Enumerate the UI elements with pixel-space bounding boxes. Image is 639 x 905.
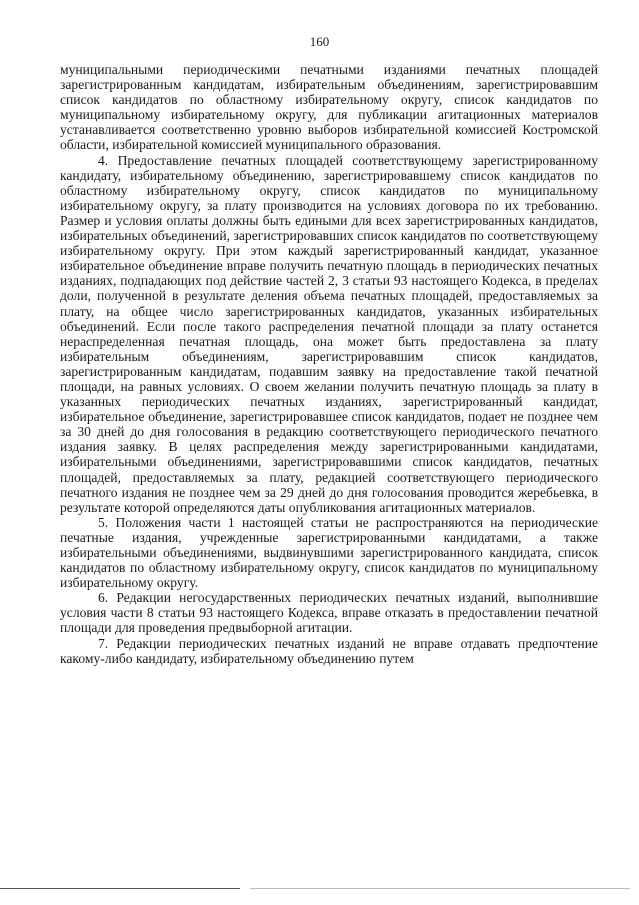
paragraph-6: 6. Редакции негосударственных периодических печатных изданий, выполнившие условия части 8 статьи 93 настоящего Кодекса, вправе отказать в предоставлении печатной площади для проведения предвыборной агитации. [60,590,598,636]
page-number: 160 [309,34,330,49]
paragraph-7: 7. Редакции периодических печатных изданий не вправе отдавать предпочтение какому-либо кандидату, избирательному объединению путем [60,635,598,666]
paragraph-5: 5. Положения части 1 настоящей статьи не распространяются на периодические печатные издания, учрежденные зарегистрированными кандидатами, а также избирательными объединениями, выдвинувшими зарегистрированного кандидата, список кандидатов по областному избирательному округу, список кандидатов по муниципальному избирательному округу. [60,514,598,591]
scan-edge-line-faint [250,888,630,889]
document-body [60,62,598,666]
paragraph-continued: муниципальными периодическими печатными изданиями печатных площадей зарегистрированным кандидатам, избирательным объединениям, зарегистрировавшим список кандидатов по областному избирательному округу, список кандидатов по муниципальному избирательному округу, для публикации агитационных материалов устанавливается соответственно уровню выборов избирательной комиссией Костромской области, избирательной комиссией муниципального образования. [60,62,598,153]
paragraph-4: 4. Предоставление печатных площадей соответствующему зарегистрированному кандидату, избирательному объединению, зарегистрировавшему список кандидатов по областному избирательному округу, список кандидатов по муниципальному избирательному округу, за плату производится на условиях договора по их требованию. Размер и условия оплаты должны быть едиными для всех зарегистрированных кандидатов, избирательных объединений, зарегистрировавших список кандидатов по соответствующему избирательному округу. При этом каждый зарегистрированный кандидат, указанное избирательное объединение вправе получить печатную площадь в периодических печатных изданиях, подпадающих под действие частей 2, 3 статьи 93 настоящего Кодекса, в пределах доли, полученной в результате деления объема печатных площадей, предоставляемых за плату, на общее число зарегистрированных кандидатов, указанных избирательных объединений. Если после такого распределения печатной площади за плату останется нераспределенная печатная площадь, она может быть предоставлена за плату избирательным объединениям, зарегистрировавшим список кандидатов, зарегистрированным кандидатам, подавшим заявку на предоставление такой печатной площади, на равных условиях. О своем желании получить печатную площадь за плату в указанных периодических печатных изданиях, зарегистрированный кандидат, избирательное объединение, зарегистрировавшее список кандидатов, подает не позднее чем за 30 дней до дня голосования в редакцию соответствующего периодического печатного издания заявку. В целях распределения между зарегистрированными кандидатами, избирательными объединениями, зарегистрировавшими список кандидатов, печатных площадей, предоставляемых за плату, редакцией соответствующего периодического печатного издания не позднее чем за 29 дней до дня голосования проводится жеребьевка, в результате которой определяются даты опубликования агитационных материалов. [60,152,598,515]
scan-edge-line [0,888,240,889]
